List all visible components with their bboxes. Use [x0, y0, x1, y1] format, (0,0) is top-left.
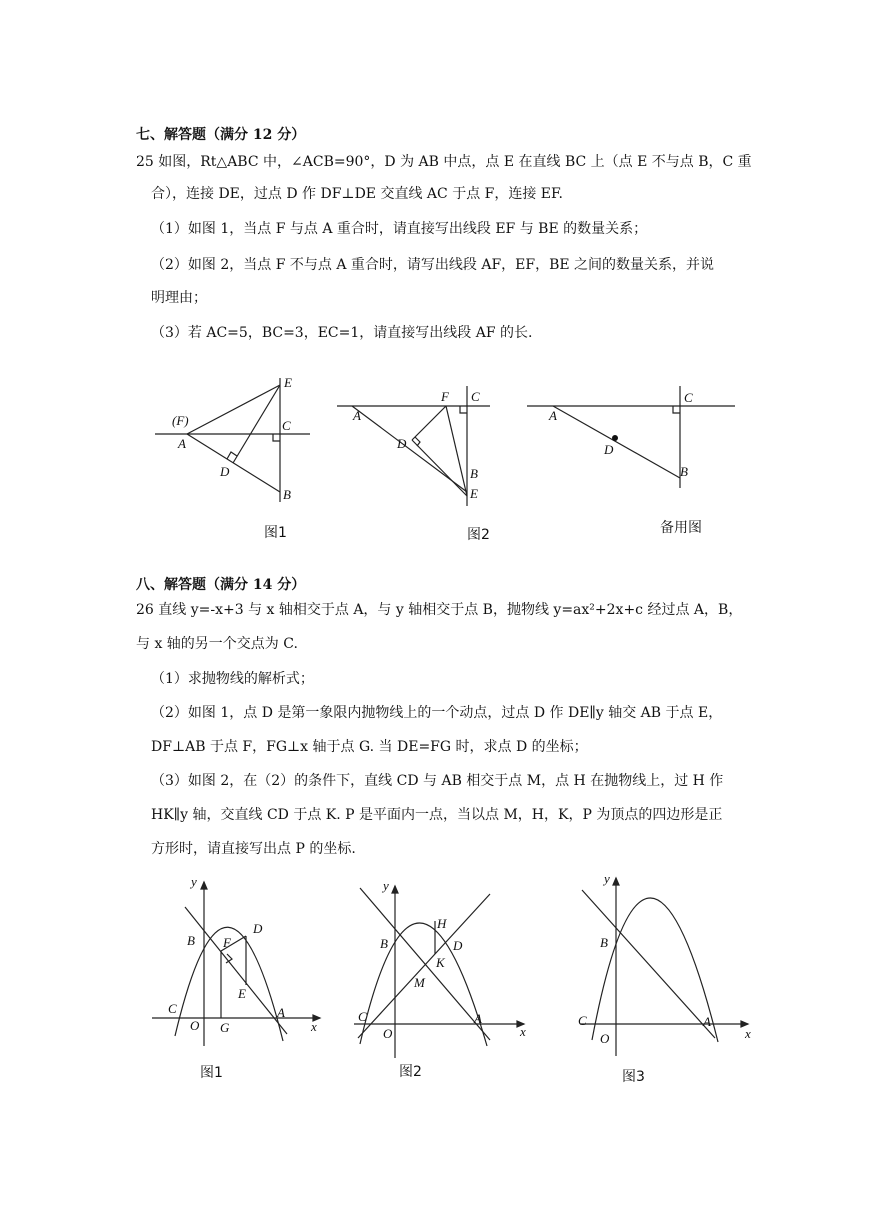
q25-line-1: 25 如图，Rt△ABC 中，∠ACB=90°，D 为 AB 中点，点 E 在直线 BC 上（点 E 不与点 B，C 重 [136, 154, 752, 170]
label-O: O [190, 1018, 200, 1033]
label-y: y [383, 878, 389, 893]
q25-part-2-line-1: （2）如图 2，当点 F 不与点 A 重合时，请写出线段 AF，EF，BE 之间的数量关系，并说 [151, 257, 715, 273]
label-K: K [436, 955, 445, 970]
q25-fig2-caption: 图2 [467, 527, 490, 543]
q26-part-3-line-3: 方形时，请直接写出点 P 的坐标. [151, 841, 356, 857]
label-F: F [223, 935, 231, 950]
label-A: A [703, 1014, 711, 1029]
q25-figure-2 [335, 380, 495, 510]
label-C: C [471, 389, 480, 404]
q26-fig3-caption: 图3 [622, 1069, 645, 1085]
label-C: C [282, 418, 291, 433]
section-7-heading: 七、解答题（满分 12 分） [136, 127, 306, 143]
label-C: C [684, 390, 693, 405]
label-A: A [178, 436, 186, 451]
label-B: B [680, 464, 688, 479]
label-E: E [470, 486, 478, 501]
q26-fig1-caption: 图1 [200, 1065, 223, 1081]
label-G: G [220, 1020, 230, 1035]
label-y: y [191, 874, 197, 889]
label-F: F [441, 389, 449, 404]
label-E: E [238, 986, 246, 1001]
label-H: H [437, 916, 447, 931]
q25-part-1: （1）如图 1，当点 F 与点 A 重合时，请直接写出线段 EF 与 BE 的数量关系； [151, 221, 648, 237]
point-D-dot [612, 435, 618, 441]
q25-figure-3 [525, 380, 740, 490]
q26-part-3-line-1: （3）如图 2，在（2）的条件下，直线 CD 与 AB 相交于点 M，点 H 在抛物线上，过 H 作 [151, 773, 724, 789]
q26-figure-2 [350, 876, 535, 1061]
q26-fig2-caption: 图2 [399, 1064, 422, 1080]
label-B: B [600, 935, 608, 950]
label-B: B [187, 933, 195, 948]
q25-fig3-caption: 备用图 [660, 520, 702, 536]
q26-part-2-line-1: （2）如图 1，点 D 是第一象限内抛物线上的一个动点，过点 D 作 DE∥y 轴交 AB 于点 E， [151, 705, 723, 721]
label-y: y [604, 871, 610, 886]
label-B: B [283, 487, 291, 502]
label-A: A [474, 1011, 482, 1026]
label-A: A [277, 1005, 285, 1020]
label-x: x [311, 1019, 317, 1034]
q25-line-2: 合），连接 DE，过点 D 作 DF⊥DE 交直线 AC 于点 F，连接 EF. [151, 186, 564, 202]
label-D: D [397, 436, 407, 451]
q26-figure-1 [150, 876, 330, 1051]
label-B: B [470, 466, 478, 481]
q25-figure-1 [150, 370, 320, 510]
label-D: D [253, 921, 263, 936]
q25-fig1-caption: 图1 [264, 525, 287, 541]
section-8-heading: 八、解答题（满分 14 分） [136, 577, 306, 593]
label-E: E [284, 375, 292, 390]
label-C: C [168, 1001, 177, 1016]
label-M: M [414, 975, 425, 990]
label-C: C [578, 1013, 587, 1028]
q26-line-2: 与 x 轴的另一个交点为 C. [136, 636, 298, 652]
q26-figure-3 [570, 870, 760, 1060]
q26-part-2-line-2: DF⊥AB 于点 F，FG⊥x 轴于点 G. 当 DE=FG 时，求点 D 的坐标； [151, 739, 588, 755]
label-D: D [604, 442, 614, 457]
q26-part-1: （1）求抛物线的解析式； [151, 671, 314, 687]
label-x: x [520, 1024, 526, 1039]
q25-part-3: （3）若 AC=5，BC=3，EC=1，请直接写出线段 AF 的长. [151, 325, 533, 341]
label-B: B [380, 936, 388, 951]
q26-part-3-line-2: HK∥y 轴，交直线 CD 于点 K. P 是平面内一点，当以点 M，H，K，P 为顶点的四边形是正 [151, 807, 723, 823]
label-D: D [453, 938, 463, 953]
label-C: C [358, 1009, 367, 1024]
label-O: O [383, 1026, 393, 1041]
label-A: A [353, 408, 361, 423]
q26-line-1: 26 直线 y=-x+3 与 x 轴相交于点 A，与 y 轴相交于点 B，抛物线 y=ax²+2x+c 经过点 A，B， [136, 602, 743, 618]
label-F: (F) [172, 413, 189, 428]
label-x: x [745, 1026, 751, 1041]
label-O: O [600, 1031, 610, 1046]
q25-part-2-line-2: 明理由； [151, 290, 207, 306]
label-A: A [549, 408, 557, 423]
label-D: D [220, 464, 230, 479]
